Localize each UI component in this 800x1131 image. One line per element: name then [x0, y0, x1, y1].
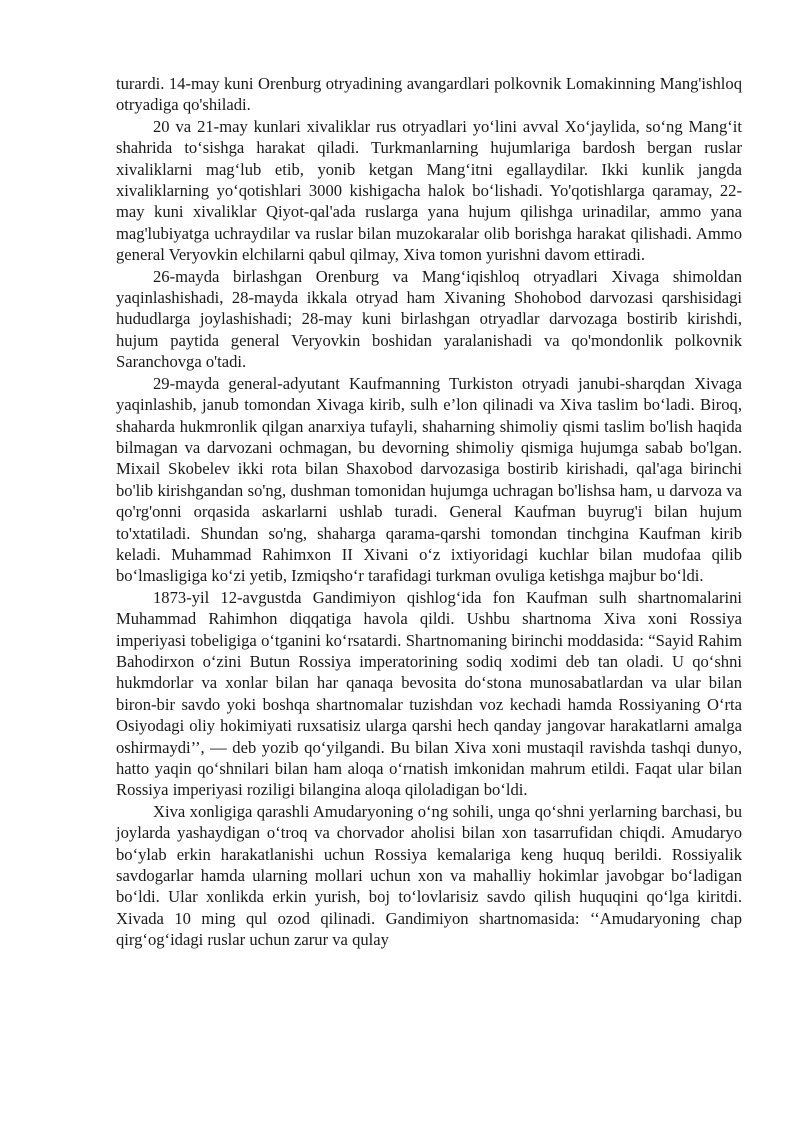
paragraph-treaty-terms: Xiva xonligiga qarashli Amudaryoning o‘ng sohili, unga qo‘shni yerlarning barchasi, bu joylarda yashaydigan o‘troq va chorvador aholisi bilan xon tasarrufidan chiqdi. Amudaryo bo‘ylab erkin harakatlanishi uchun Rossiya kemalariga keng huquq berildi. Rossiyalik savdogarlar hamda ularning mollari uchun xon va mahalliy hokimlar javobgar bo‘ladigan bo‘ldi. Ular xonlikda erkin yurish, boj to‘lovlarisiz savdo qilish huquqini qo‘lga kiritdi. Xivada 10 ming qul ozod qilinadi. Gandimiyon shartnomasida: ‘‘Amudaryoning chap qirg‘og‘idagi ruslar uchun zarur va qulay [116, 801, 742, 950]
paragraph-gandimiyon-treaty: 1873-yil 12-avgustda Gandimiyon qishlog‘ida fon Kaufman sulh shartnomalarini Muhammad Rahimhon diqqatiga havola qildi. Ushbu shartnoma Xiva xoni Rossiya imperiyasi tobeligiga o‘tganini ko‘rsatardi. Shartnomaning birinchi moddasida: “Sayid Rahim Bahodirxon o‘zini Butun Rossiya imperatorining sodiq xodimi deb tan oladi. U qo‘shni hukmdorlar va xonlar bilan har qanaqa bevosita do‘stona munosabatlardan va ular bilan biron-bir savdo yoki boshqa shartnomalar tuzishdan voz kechadi hamda Rossiyaning O‘rta Osiyodagi oliy hokimiyati ruxsatisiz ularga qarshi hech qanday jangovar harakatlarni amalga oshirmaydi’’, — deb yozib qo‘yilgandi. Bu bilan Xiva xoni mustaqil ravishda tashqi dunyo, hatto yaqin qo‘shnilari bilan ham aloqa o‘rnatish imkonidan mahrum etildi. Faqat ular bilan Rossiya imperiyasi roziligi bilangina aloqa qiloladigan bo‘ldi. [116, 587, 742, 800]
document-page [116, 73, 742, 951]
paragraph-may-20-21-battles: 20 va 21-may kunlari xivaliklar rus otryadlari yo‘lini avval Xo‘jaylida, so‘ng Mang‘it shahrida to‘sishga harakat qiladi. Turkmanlarning hujumlariga bardosh bergan ruslar xivaliklarni mag‘lub etib, yonib ketgan Mang‘itni egallaydilar. Ikki kunlik jangda xivaliklarning yo‘qotishlari 3000 kishigacha halok bo‘lishadi. Yo'qotishlarga qaramay, 22-may kuni xivaliklar Qiyot-qal'ada ruslarga yana hujum qilishga urinadilar, ammo yana mag'lubiyatga uchraydilar va ruslar bilan muzokaralar olib borishga harakat qilishadi. Ammo general Veryovkin elchilarni qabul qilmay, Xiva tomon yurishni davom ettiradi. [116, 116, 742, 265]
paragraph-may-26-28-approach: 26-mayda birlashgan Orenburg va Mang‘iqishloq otryadlari Xivaga shimoldan yaqinlashishadi, 28-mayda ikkala otryad ham Xivaning Shohobod darvozasi qarshisidagi hududlarga joylashishadi; 28-may kuni birlashgan otryadlar darvozaga bostirib kirishdi, hujum paytida general Veryovkin boshidan yaralanishadi va qo'mondonlik polkovnik Saranchovga o'tadi. [116, 266, 742, 372]
paragraph-may-29-surrender: 29-mayda general-adyutant Kaufmanning Turkiston otryadi janubi-sharqdan Xivaga yaqinlashib, janub tomondan Xivaga kirib, sulh e’lon qilinadi va Xiva taslim bo‘ladi. Biroq, shaharda hukmronlik qilgan anarxiya tufayli, shaharning shimoliy qismi taslim bo'lish haqida bilmagan va darvozani ochmagan, bu devorning shimoliy qismiga hujumga sabab bo'lgan. Mixail Skobelev ikki rota bilan Shaxobod darvozasiga bostirib kirishadi, qal'aga birinchi bo'lib kirishgandan so'ng, dushman tomonidan hujumga uchragan bo'lishsa ham, u darvoza va qo'rg'onni orqasida askarlarni ushlab turadi. General Kaufman buyrug'i bilan hujum to'xtatiladi. Shundan so'ng, shaharga qarama-qarshi tomondan tinchgina Kaufman kirib keladi. Muhammad Rahimxon II Xivani o‘z ixtiyoridagi kuchlar bilan mudofaa qilib bo‘lmasligiga ko‘zi yetib, Izmiqsho‘r tarafidagi turkman ovuliga ketishga majbur bo‘ldi. [116, 373, 742, 586]
paragraph-continuation: turardi. 14-may kuni Orenburg otryadining avangardlari polkovnik Lomakinning Mang'ishloq otryadiga qo'shiladi. [116, 74, 742, 115]
